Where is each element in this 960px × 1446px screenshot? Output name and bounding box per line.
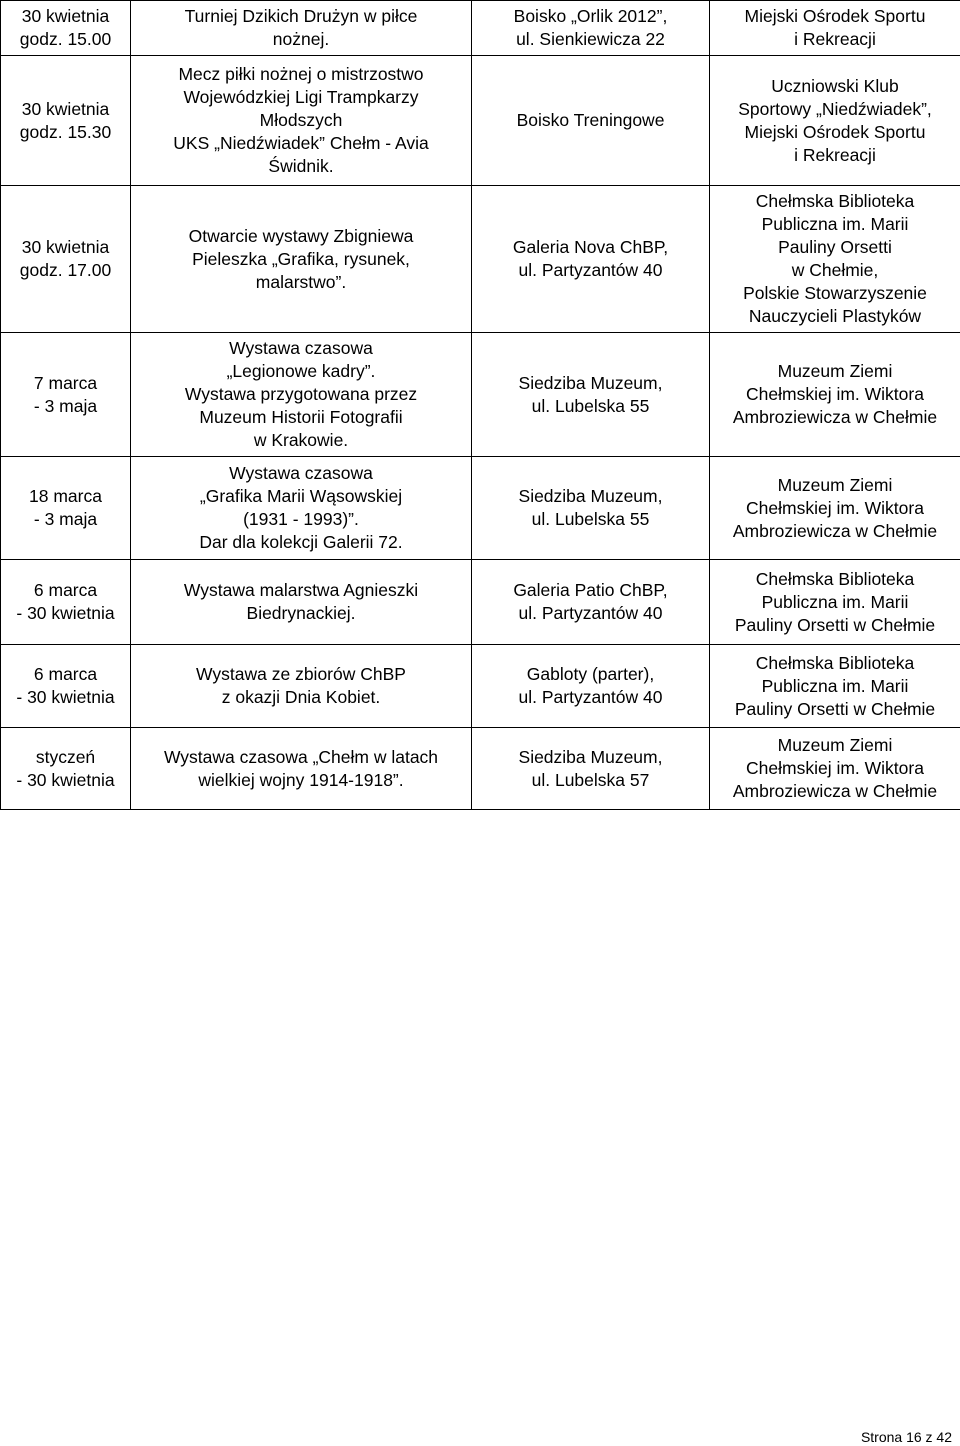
- table-row: [1, 457, 960, 560]
- event-description: Wystawa czasowa „Chełm w latach wielkiej wojny 1914-1918”.: [131, 728, 472, 810]
- events-table-body: [1, 1, 960, 810]
- event-organizer: Uczniowski Klub Sportowy „Niedźwiadek”, Miejski Ośrodek Sportu i Rekreacji: [710, 56, 960, 186]
- event-organizer: Chełmska Biblioteka Publiczna im. Marii Pauliny Orsetti w Chełmie: [710, 645, 960, 728]
- event-date: styczeń - 30 kwietnia: [1, 728, 131, 810]
- event-organizer: Chełmska Biblioteka Publiczna im. Marii Pauliny Orsetti w Chełmie: [710, 560, 960, 645]
- table-row: [1, 333, 960, 457]
- event-venue: Siedziba Muzeum, ul. Lubelska 55: [472, 457, 710, 560]
- event-description: Wystawa czasowa „Legionowe kadry”. Wystawa przygotowana przez Muzeum Historii Fotografii w Krakowie.: [131, 333, 472, 457]
- event-venue: Galeria Nova ChBP, ul. Partyzantów 40: [472, 186, 710, 333]
- event-date: 7 marca - 3 maja: [1, 333, 131, 457]
- event-date: 30 kwietnia godz. 15.00: [1, 1, 131, 56]
- event-date: 30 kwietnia godz. 17.00: [1, 186, 131, 333]
- event-organizer: Chełmska Biblioteka Publiczna im. Marii Pauliny Orsetti w Chełmie, Polskie Stowarzyszenie Nauczycieli Plastyków: [710, 186, 960, 333]
- event-description: Wystawa czasowa „Grafika Marii Wąsowskiej (1931 - 1993)”. Dar dla kolekcji Galerii 72.: [131, 457, 472, 560]
- event-organizer: Miejski Ośrodek Sportu i Rekreacji: [710, 1, 960, 56]
- table-row: [1, 1, 960, 56]
- event-venue: Boisko „Orlik 2012”, ul. Sienkiewicza 22: [472, 1, 710, 56]
- event-date: 18 marca - 3 maja: [1, 457, 131, 560]
- event-description: Wystawa malarstwa Agnieszki Biedrynackiej.: [131, 560, 472, 645]
- event-organizer: Muzeum Ziemi Chełmskiej im. Wiktora Ambroziewicza w Chełmie: [710, 333, 960, 457]
- page-number: Strona 16 z 42: [861, 1428, 952, 1446]
- event-date: 6 marca - 30 kwietnia: [1, 645, 131, 728]
- table-row: [1, 645, 960, 728]
- event-description: Turniej Dzikich Drużyn w piłce nożnej.: [131, 1, 472, 56]
- event-date: 6 marca - 30 kwietnia: [1, 560, 131, 645]
- table-row: [1, 560, 960, 645]
- table-row: [1, 56, 960, 186]
- event-venue: Galeria Patio ChBP, ul. Partyzantów 40: [472, 560, 710, 645]
- event-venue: Siedziba Muzeum, ul. Lubelska 57: [472, 728, 710, 810]
- table-row: [1, 728, 960, 810]
- event-description: Otwarcie wystawy Zbigniewa Pieleszka „Grafika, rysunek, malarstwo”.: [131, 186, 472, 333]
- event-description: Mecz piłki nożnej o mistrzostwo Wojewódzkiej Ligi Trampkarzy Młodszych UKS „Niedźwiadek” Chełm - Avia Świdnik.: [131, 56, 472, 186]
- event-venue: Gabloty (parter), ul. Partyzantów 40: [472, 645, 710, 728]
- table-row: [1, 186, 960, 333]
- event-date: 30 kwietnia godz. 15.30: [1, 56, 131, 186]
- event-venue: Siedziba Muzeum, ul. Lubelska 55: [472, 333, 710, 457]
- event-venue: Boisko Treningowe: [472, 56, 710, 186]
- event-organizer: Muzeum Ziemi Chełmskiej im. Wiktora Ambroziewicza w Chełmie: [710, 457, 960, 560]
- event-description: Wystawa ze zbiorów ChBP z okazji Dnia Kobiet.: [131, 645, 472, 728]
- event-organizer: Muzeum Ziemi Chełmskiej im. Wiktora Ambroziewicza w Chełmie: [710, 728, 960, 810]
